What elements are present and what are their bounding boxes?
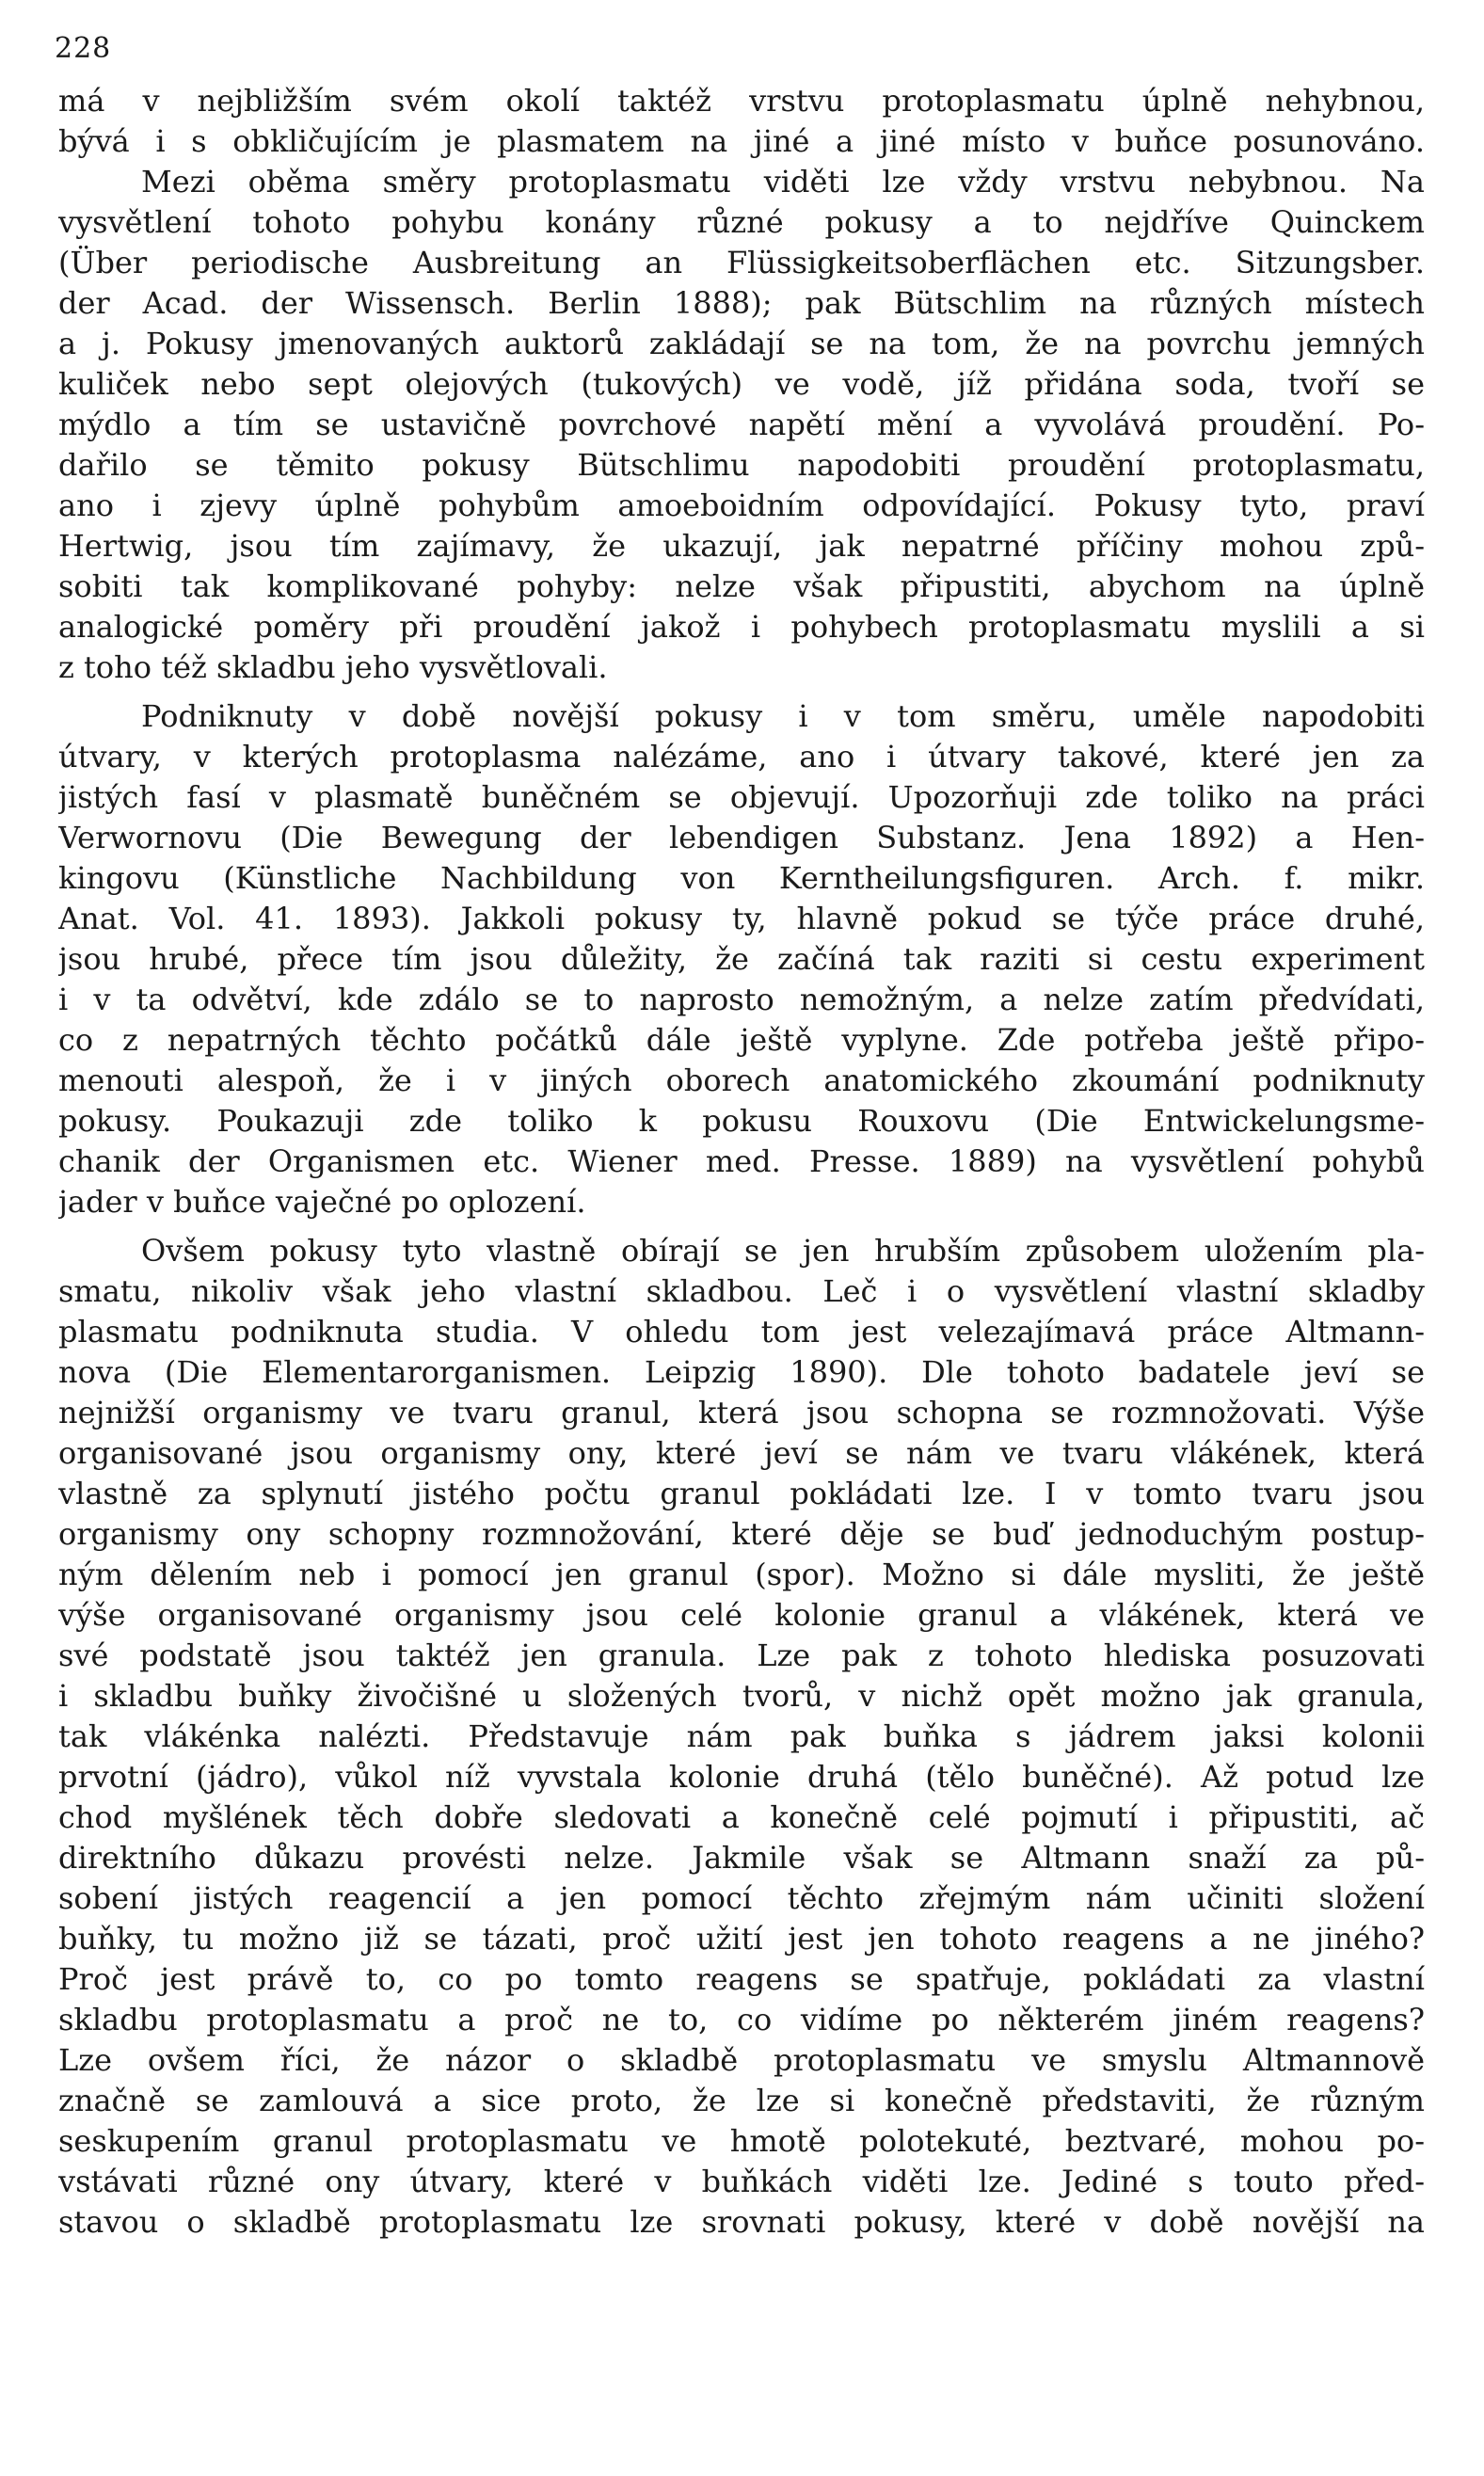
text-line: plasmatu podniknuta studia. V ohledu tom jest velezajímavá práce Altmann- [58, 1314, 1425, 1350]
text-line: kuliček nebo sept olejových (tukových) ve vodě, jíž přidána soda, tvoří se [58, 366, 1425, 402]
text-line: Podniknuty v době novější pokusy i v tom směru, uměle napodobiti [141, 698, 1425, 734]
text-line: menouti alespoň, že i v jiných oborech anatomického zkoumání podniknuty [58, 1062, 1425, 1098]
text-line: tak vlákénka nalézti. Představuje nám pak buňka s jádrem jaksi kolonii [58, 1718, 1425, 1754]
text-line: co z nepatrných těchto počátků dále ještě vyplyne. Zde potřeba ještě připo- [58, 1022, 1425, 1058]
text-line: nejnižší organismy ve tvaru granul, která jsou schopna se rozmnožovati. Výše [58, 1395, 1425, 1430]
text-line: prvotní (jádro), vůkol níž vyvstala kolonie druhá (tělo buněčné). Až potud lze [58, 1759, 1425, 1795]
text-line: sobení jistých reagencií a jen pomocí těchto zřejmým nám učiniti složení [58, 1880, 1425, 1916]
text-line: seskupením granul protoplasmatu ve hmotě polotekuté, beztvaré, mohou po- [58, 2123, 1425, 2159]
text-line: chod myšlének těch dobře sledovati a konečně celé pojmutí i připustiti, ač [58, 1799, 1425, 1835]
text-line: Verwornovu (Die Bewegung der lebendigen Substanz. Jena 1892) a Hen- [58, 820, 1425, 855]
text-line: Ovšem pokusy tyto vlastně obírají se jen hrubším způsobem uložením pla- [141, 1233, 1425, 1269]
text-line: dařilo se těmito pokusy Bütschlimu napodobiti proudění protoplasmatu, [58, 447, 1425, 483]
text-line: Mezi oběma směry protoplasmatu viděti lze vždy vrstvu nebybnou. Na [141, 164, 1425, 200]
text-line: má v nejbližším svém okolí taktéž vrstvu protoplasmatu úplně nehybnou, [58, 83, 1425, 119]
text-line: buňky, tu možno již se tázati, proč užití jest jen tohoto reagens a ne jiného? [58, 1921, 1425, 1957]
text-line: (Über periodische Ausbreitung an Flüssigkeitsoberflächen etc. Sitzungsber. [58, 245, 1425, 280]
text-line: jsou hrubé, přece tím jsou důležity, že začíná tak raziti si cestu experiment [58, 941, 1425, 977]
text-line: organismy ony schopny rozmnožování, které děje se buď jednoduchým postup- [58, 1516, 1425, 1552]
text-line: Anat. Vol. 41. 1893). Jakkoli pokusy ty, hlavně pokud se týče práce druhé, [58, 901, 1425, 936]
text-line: z toho též skladbu jeho vysvětlovali. [58, 649, 608, 685]
text-line: smatu, nikoliv však jeho vlastní skladbou. Leč i o vysvětlení vlastní skladby [58, 1273, 1425, 1309]
text-line: vlastně za splynutí jistého počtu granul pokládati lze. I v tomto tvaru jsou [58, 1476, 1425, 1511]
text-line: mýdlo a tím se ustavičně povrchové napětí mění a vyvolává proudění. Po- [58, 407, 1425, 442]
text-line: chanik der Organismen etc. Wiener med. Presse. 1889) na vysvětlení pohybů [58, 1143, 1425, 1179]
text-line: i v ta odvětví, kde zdálo se to naprosto nemožným, a nelze zatím předvídati, [58, 982, 1425, 1017]
text-line: organisované jsou organismy ony, které jeví se nám ve tvaru vlákének, která [58, 1435, 1425, 1471]
text-line: ným dělením neb i pomocí jen granul (spor). Možno si dále mysliti, že ještě [58, 1557, 1425, 1592]
text-line: vysvětlení tohoto pohybu konány různé pokusy a to nejdříve Quinckem [58, 204, 1425, 240]
text-line: Hertwig, jsou tím zajímavy, že ukazují, jak nepatrné příčiny mohou způ- [58, 528, 1425, 564]
text-line: nova (Die Elementarorganismen. Leipzig 1890). Dle tohoto badatele jeví se [58, 1354, 1425, 1390]
text-line: ano i zjevy úplně pohybům amoeboidním odpovídající. Pokusy tyto, praví [58, 487, 1425, 523]
text-line: Proč jest právě to, co po tomto reagens se spatřuje, pokládati za vlastní [58, 1961, 1425, 1997]
text-line: pokusy. Poukazuji zde toliko k pokusu Rouxovu (Die Entwickelungsme- [58, 1103, 1425, 1139]
text-line: své podstatě jsou taktéž jen granula. Lze pak z tohoto hlediska posuzovati [58, 1637, 1425, 1673]
text-line: výše organisované organismy jsou celé kolonie granul a vlákének, která ve [58, 1597, 1425, 1633]
page-number: 228 [55, 32, 112, 65]
text-line: direktního důkazu provésti nelze. Jakmile však se Altmann snaží za pů- [58, 1840, 1425, 1876]
text-line: kingovu (Künstliche Nachbildung von Kerntheilungsfiguren. Arch. f. mikr. [58, 860, 1425, 896]
text-line: jader v buňce vaječné po oplození. [58, 1184, 586, 1220]
text-line: analogické poměry při proudění jakož i pohybech protoplasmatu myslili a si [58, 609, 1425, 645]
text-line: značně se zamlouvá a sice proto, že lze si konečně představiti, že různým [58, 2083, 1425, 2118]
text-line: Lze ovšem říci, že názor o skladbě protoplasmatu ve smyslu Altmannově [58, 2042, 1425, 2078]
text-line: sobiti tak komplikované pohyby: nelze však připustiti, abychom na úplně [58, 568, 1425, 604]
text-line: útvary, v kterých protoplasma nalézáme, ano i útvary takové, které jen za [58, 739, 1425, 775]
text-line: skladbu protoplasmatu a proč ne to, co vidíme po některém jiném reagens? [58, 2002, 1425, 2037]
text-line: a j. Pokusy jmenovaných auktorů zakládají se na tom, že na povrchu jemných [58, 326, 1425, 361]
text-line: i skladbu buňky živočišné u složených tvorů, v nichž opět možno jak granula, [58, 1678, 1425, 1714]
text-line: der Acad. der Wissensch. Berlin 1888); pak Bütschlim na různých místech [58, 285, 1425, 321]
text-line: stavou o skladbě protoplasmatu lze srovnati pokusy, které v době novější na [58, 2204, 1425, 2240]
text-line: bývá i s obkličujícím je plasmatem na jiné a jiné místo v buňce posunováno. [58, 123, 1425, 159]
text-line: jistých fasí v plasmatě buněčném se objevují. Upozorňuji zde toliko na práci [58, 779, 1425, 815]
text-line: vstávati různé ony útvary, které v buňkách viděti lze. Jediné s touto před- [58, 2164, 1425, 2199]
